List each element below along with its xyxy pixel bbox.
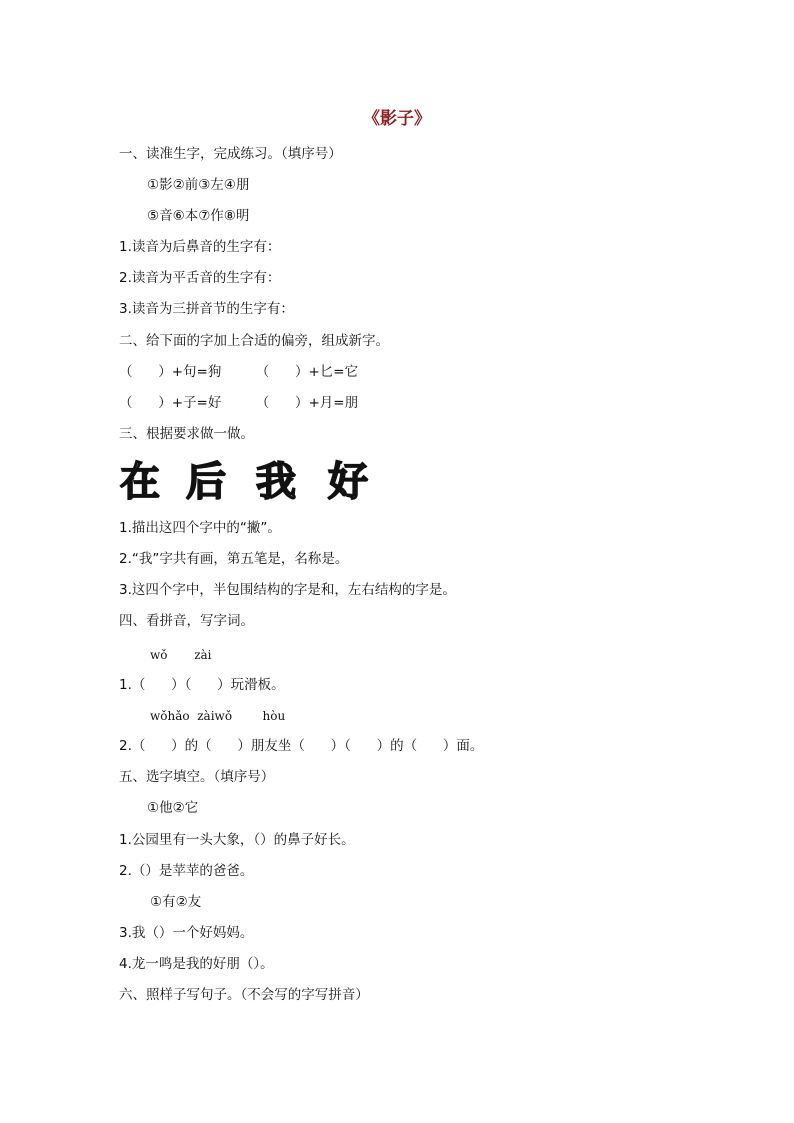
section-1-question-3: 3.读音为三拼音节的生字有： — [119, 301, 294, 317]
section-5-question-2: 2.（）是苹苹的爸爸。 — [119, 863, 254, 879]
section-1-chars-row-1: ①影②前③左④朋 — [147, 177, 250, 193]
section-3-question-1: 1.描出这四个字中的“撇”。 — [119, 520, 281, 536]
section-5-question-3: 3.我（）一个好妈妈。 — [119, 925, 254, 941]
section-5-options-1: ①他②它 — [147, 800, 199, 816]
page-title: 《影子》 — [363, 109, 431, 129]
section-1-heading: 一、读准生字，完成练习。（填序号） — [119, 146, 342, 162]
section-3-question-2: 2.“我”字共有画，第五笔是，名称是。 — [119, 551, 349, 567]
outlined-char: 在 — [120, 459, 160, 505]
section-3-question-3: 3.这四个字中，半包围结构的字是和，左右结构的字是。 — [119, 582, 456, 598]
section-5-heading: 五、选字填空。（填序号） — [119, 769, 275, 785]
outlined-char: 后 — [186, 459, 226, 505]
section-1-chars-row-2: ⑤音⑥本⑦作⑧明 — [147, 208, 250, 224]
outlined-char: 我 — [256, 459, 296, 505]
section-6-heading: 六、照样子写句子。（不会写的字写拼音） — [119, 987, 369, 1003]
section-5-options-2: ①有②友 — [150, 894, 202, 910]
section-4-question-1: 1.（ ）（ ）玩滑板。 — [119, 677, 285, 693]
section-4-heading: 四、看拼音，写字词。 — [119, 613, 254, 629]
section-4-question-2: 2.（ ）的（ ）朋友坐（ ）（ ）的（ ）面。 — [119, 738, 484, 754]
section-2-heading: 二、给下面的字加上合适的偏旁，组成新字。 — [119, 333, 389, 349]
section-4-pinyin-1: wǒ zài — [150, 648, 212, 662]
section-4-pinyin-2: wǒhǎo zàiwǒ hòu — [150, 709, 286, 723]
section-1-question-1: 1.读音为后鼻音的生字有： — [119, 239, 281, 255]
section-3-heading: 三、根据要求做一做。 — [119, 426, 254, 442]
outlined-char: 好 — [328, 459, 368, 505]
section-5-question-4: 4.龙一鸣是我的好朋（）。 — [119, 956, 274, 972]
section-1-question-2: 2.读音为平舌音的生字有： — [119, 270, 281, 286]
section-5-question-1: 1.公园里有一头大象，（）的鼻子好长。 — [119, 832, 355, 848]
outlined-characters — [120, 458, 398, 506]
section-2-row-1: （ ）+句=狗 （ ）+匕=它 — [119, 364, 359, 380]
section-2-row-2: （ ）+子=好 （ ）+月=朋 — [119, 395, 359, 411]
